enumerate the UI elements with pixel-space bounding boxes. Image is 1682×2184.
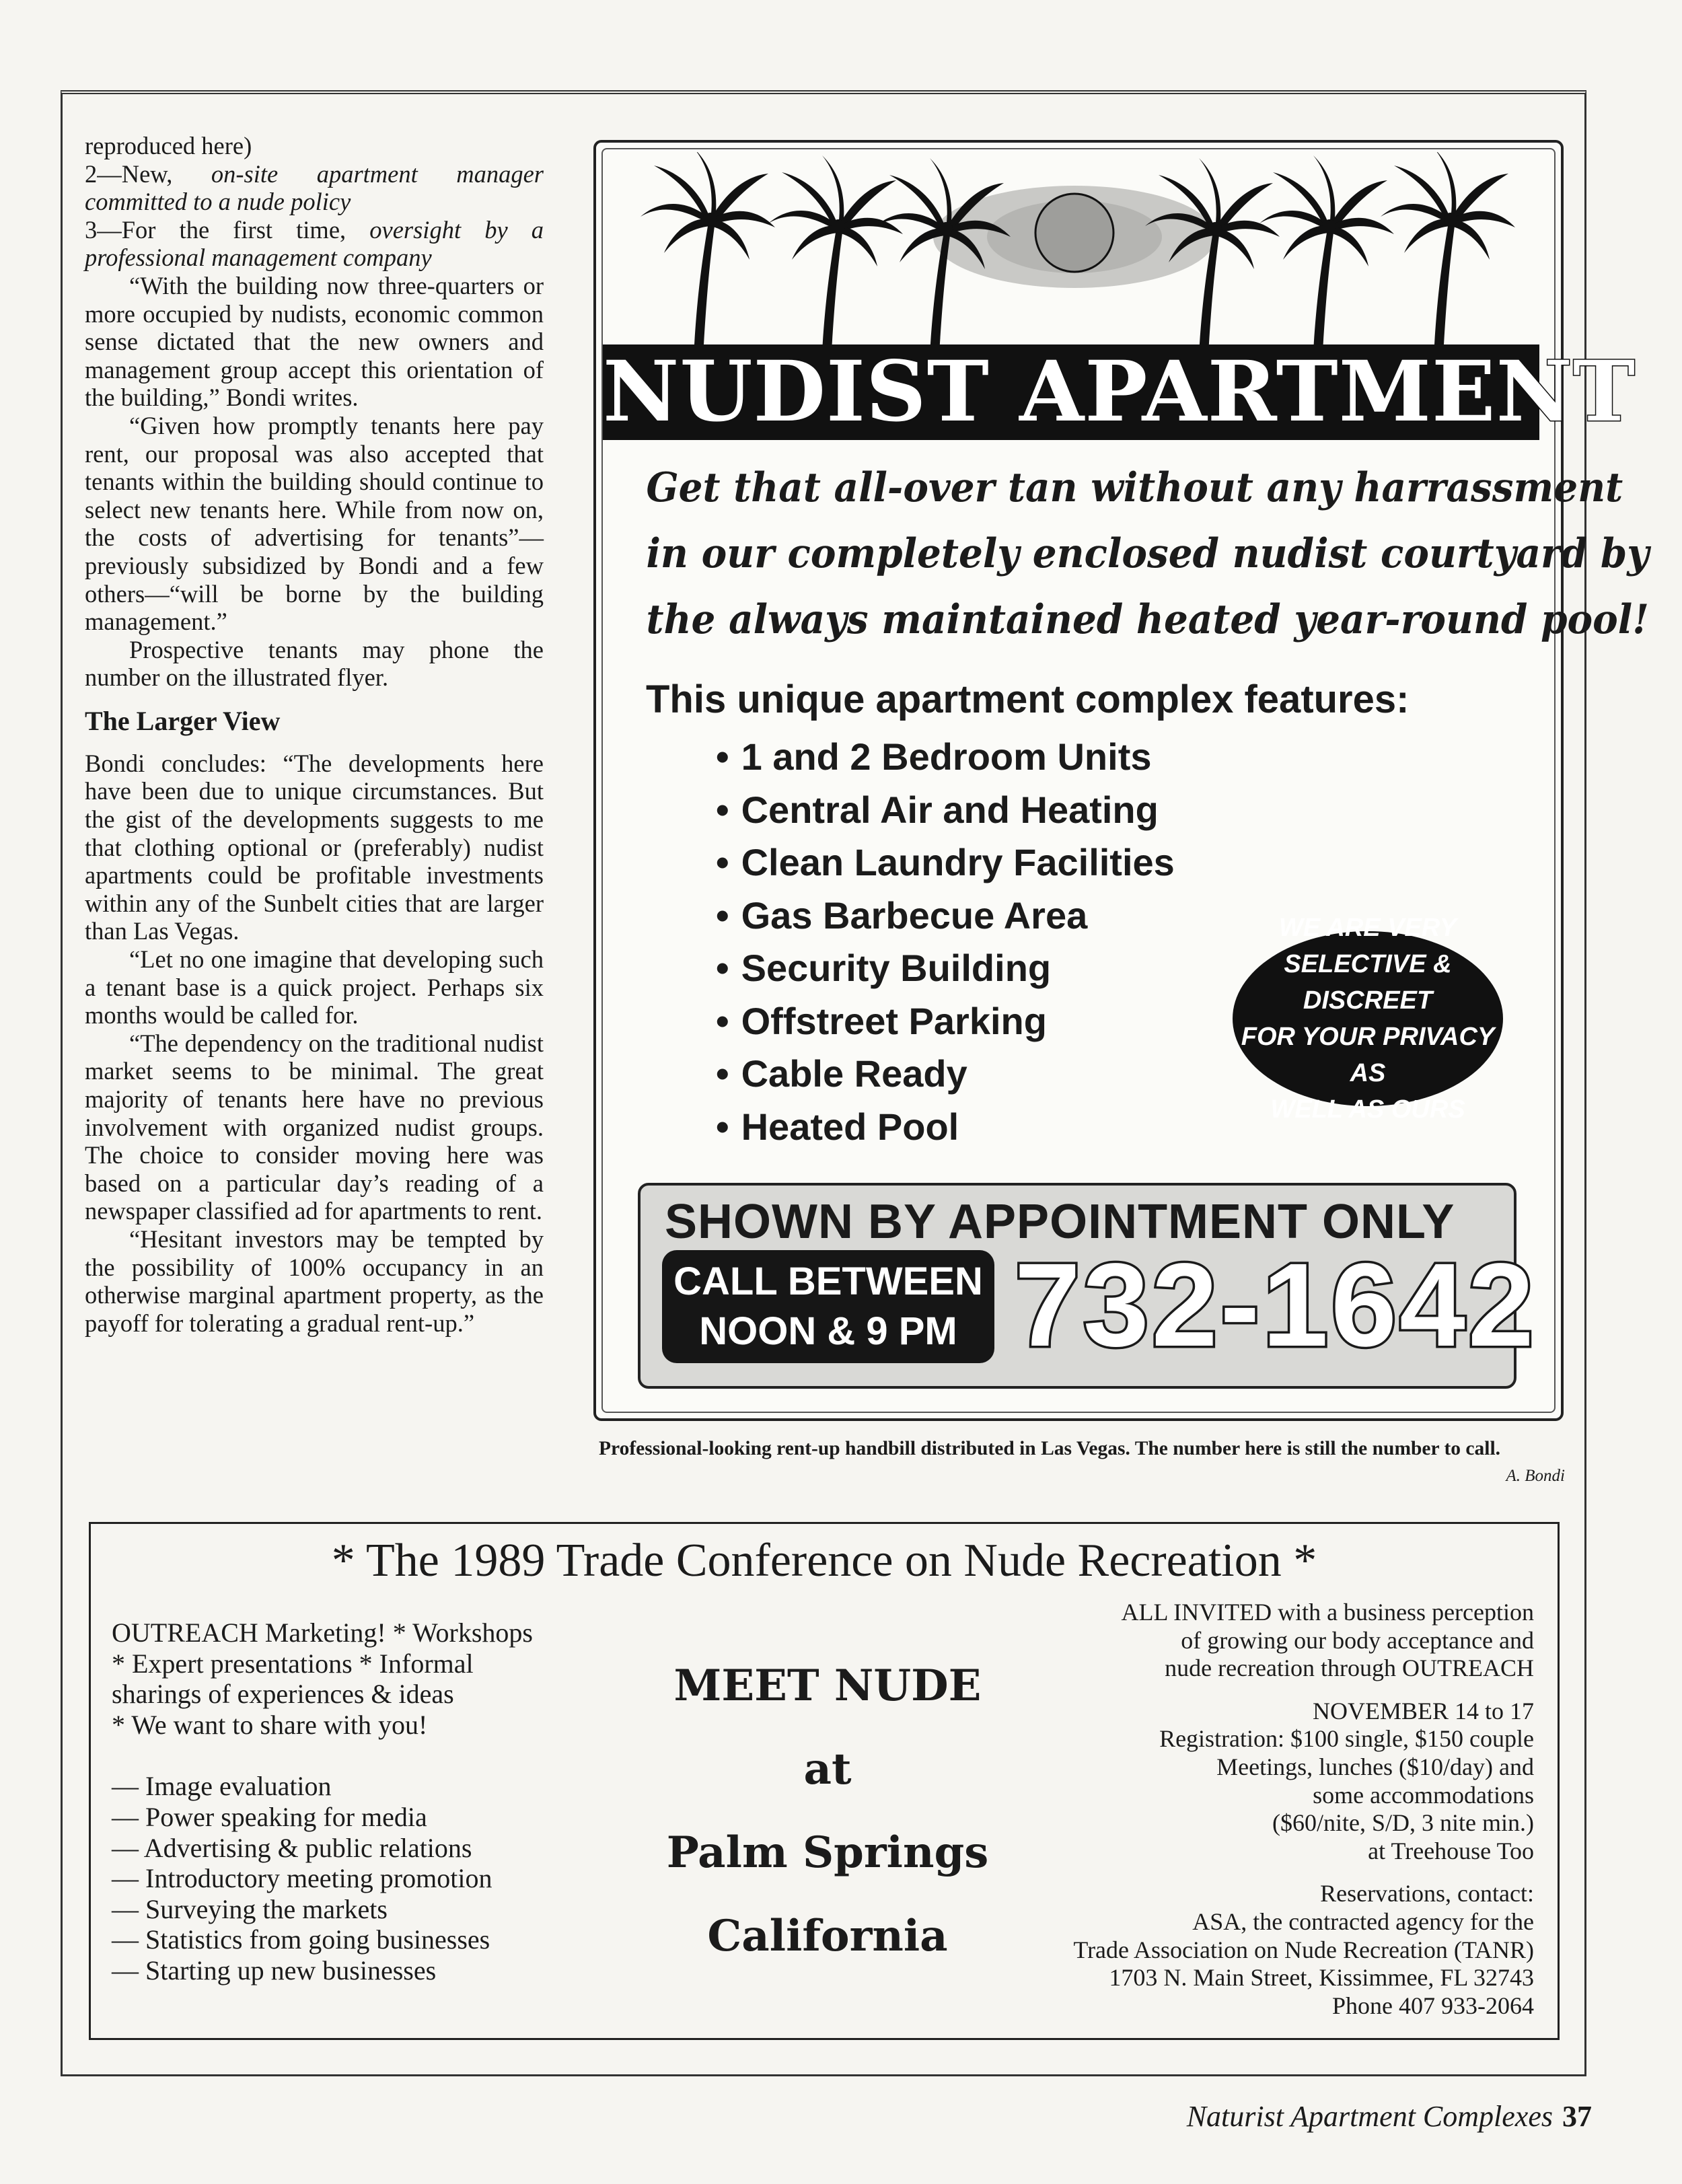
flyer-banner-title: NUDIST APARTMENT [603,343,1636,441]
feature-item: • Central Air and Heating [716,784,1175,837]
privacy-badge [1233,914,1503,1124]
topic-item: — Power speaking for media [112,1801,427,1832]
contact-line: 1703 N. Main Street, Kissimmee, FL 32743 [1109,1964,1534,1992]
tagline-line: Get that all-over tan without any harrassment [646,464,1623,511]
call-hours-box [662,1250,994,1363]
topic-item: — Statistics from going businesses [112,1924,490,1955]
invite-line: ALL INVITED with a business perception [1121,1599,1534,1626]
tagline-line: the always maintained heated year-round pool! [646,596,1649,643]
features-list [716,731,1175,1153]
intro-line: OUTREACH Marketing! * Workshops [112,1617,533,1648]
badge-line: SELECTIVE & DISCREET [1284,950,1452,1015]
spacer [928,1683,1534,1698]
flyer-caption: Professional-looking rent-up handbill distributed in Las Vegas. The number here is still the number to call. [599,1438,1501,1459]
feature-item: • Security Building [716,942,1175,995]
conference-title: * The 1989 Trade Conference on Nude Recreation * [331,1535,1317,1587]
running-title: Naturist Apartment Complexes [1186,2100,1553,2133]
location-line: MEET NUDE [673,1661,982,1711]
intro-line: * Expert presentations * Informal [112,1648,474,1679]
feature-item: • Gas Barbecue Area [716,889,1175,943]
conference-details [928,1599,1534,2020]
feature-item: • Offstreet Parking [716,995,1175,1048]
location-line: Palm Springs [666,1827,989,1878]
location-line: at [803,1744,852,1794]
article-list-item: 2—New, on-site apartment manager committed to a nude policy [85,159,544,216]
article-paragraph: reproduced here) [85,132,252,159]
page-footer [942,2098,1592,2136]
feature-item: • Cable Ready [716,1048,1175,1101]
detail-line: some accommodations [1313,1781,1534,1809]
feature-item: • Clean Laundry Facilities [716,836,1175,889]
features-heading: This unique apartment complex features: [646,678,1410,721]
detail-line: Registration: $100 single, $150 couple [1159,1725,1534,1753]
detail-line: ($60/nite, S/D, 3 nite min.) [1272,1809,1534,1837]
topic-item: — Introductory meeting promotion [112,1863,492,1894]
article-paragraph: “With the building now three-quarters or more occupied by nudists, economic common sense dictated that the new owners and management group accept this orientation of the building,” Bondi writes. [85,271,544,412]
spacer [928,1865,1534,1880]
article-list-item: 3—For the first time, oversight by a professional management company [85,215,544,272]
palm-trees-sun-illustration [614,152,1535,344]
invite-line: of growing our body acceptance and [1181,1626,1534,1654]
palm-tree-icon [1259,155,1394,344]
contact-line: Phone 407 933-2064 [1332,1992,1534,2019]
contact-line: Reservations, contact: [1320,1880,1534,1907]
flyer-tagline [646,455,1650,653]
badge-line: FOR YOUR PRIVACY AS [1241,1023,1495,1087]
appointment-heading: SHOWN BY APPOINTMENT ONLY [665,1195,1455,1249]
detail-line: at Treehouse Too [1368,1837,1534,1864]
topic-item: — Image evaluation [112,1771,332,1802]
intro-line: sharings of experiences & ideas [112,1679,454,1710]
feature-item: • 1 and 2 Bedroom Units [716,731,1175,784]
topic-item: — Surveying the markets [112,1893,388,1924]
intro-line: * We want to share with you! [112,1709,428,1740]
call-hours-line: CALL BETWEEN [673,1260,983,1303]
feature-item: • Heated Pool [716,1101,1175,1154]
tagline-line: in our completely enclosed nudist courtyard by [646,530,1650,577]
invite-line: nude recreation through OUTREACH [1165,1654,1534,1682]
phone-number: 732-1642 [1015,1239,1537,1371]
section-heading: The Larger View [85,705,281,736]
call-hours-line: NOON & 9 PM [699,1309,957,1353]
article-paragraph: “The dependency on the traditional nudist market seems to be minimal. The great majority of tenants here have no previous involvement with organized nudist groups. The choice to consider moving here was based on a particular day’s reading of a newspaper classified ad for apartments to rent. [85,1029,544,1225]
spacer [112,1740,650,1771]
conference-workshops [112,1617,650,1986]
palm-tree-icon [768,155,903,344]
detail-line: Meetings, lunches ($10/day) and [1216,1753,1534,1780]
location-line: California [707,1911,948,1961]
topic-item: — Starting up new businesses [112,1955,437,1986]
palm-tree-icon [1381,152,1515,344]
palm-tree-icon [641,152,775,344]
page-number: 37 [1562,2100,1592,2133]
article-column [85,132,544,1337]
article-paragraph: “Let no one imagine that developing such a tenant base is a quick project. Perhaps six months would be called for. [85,945,544,1029]
badge-line: WE ARE VERY [1279,914,1457,942]
article-paragraph: Prospective tenants may phone the number on the illustrated flyer. [85,635,544,692]
article-paragraph: “Given how promptly tenants here pay rent, our proposal was also accepted that tenants within the building should continue to select new tenants here. While from now on, the costs of advertising for tenants”—previously subsidized by Bondi and a few others—“will be borne by the building management.” [85,411,544,636]
contact-line: Trade Association on Nude Recreation (TANR) [1073,1936,1534,1963]
topic-item: — Advertising & public relations [112,1832,472,1863]
article-paragraph: “Hesitant investors may be tempted by the possibility of 100% occupancy in an otherwise marginal apartment property, as the payoff for tolerating a gradual rent-up.” [85,1225,544,1337]
article-paragraph: Bondi concludes: “The developments here have been due to unique circumstances. But the gist of the developments suggests to me that clothing optional or (preferably) nudist apartments could be profitable investments within any of the Sunbelt cities that are larger than Las Vegas. [85,749,544,945]
badge-line: WELL AS OURS [1270,1095,1465,1124]
photo-credit: A. Bondi [1506,1467,1565,1485]
detail-line: NOVEMBER 14 to 17 [1312,1697,1534,1724]
contact-line: ASA, the contracted agency for the [1192,1907,1534,1935]
